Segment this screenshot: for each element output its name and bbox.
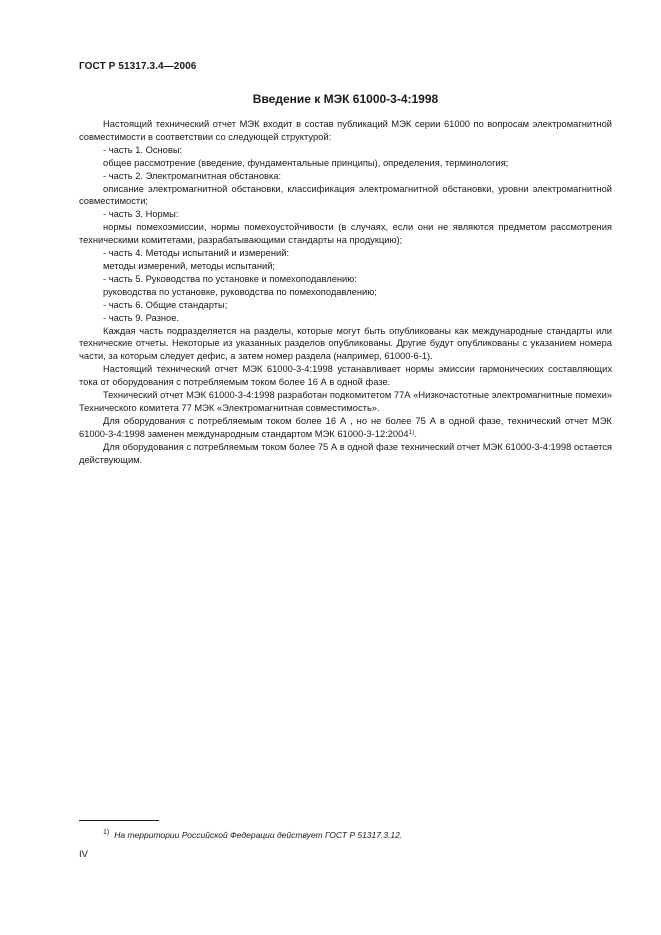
footnote-separator — [79, 820, 159, 821]
paragraph-text: - часть 2. Электромагнитная обстановка: — [103, 170, 282, 181]
body-text — [79, 118, 612, 466]
paragraph-text: методы измерений, методы испытаний; — [103, 260, 276, 271]
paragraph — [79, 221, 612, 247]
paragraph — [79, 157, 612, 170]
paragraph — [79, 170, 612, 183]
paragraph — [79, 441, 612, 467]
page-number: IV — [79, 849, 88, 860]
footnote-text: На территории Российской Федерации действует ГОСТ Р 51317.3.12. — [114, 829, 403, 840]
paragraph — [79, 299, 612, 312]
paragraph — [79, 118, 612, 144]
paragraph-text: - часть 1. Основы: — [103, 144, 183, 155]
section-title: Введение к МЭК 61000-3-4:1998 — [252, 92, 439, 106]
paragraph-text: нормы помехоэмиссии, нормы помехоустойчивости (в случаях, если они не являются предметом рассмотрения техническими комитетами, разрабатывающими стандарты на продукцию); — [79, 222, 612, 246]
paragraph — [79, 247, 612, 260]
paragraph — [79, 286, 612, 299]
paragraph-text: - часть 9. Разное. — [103, 312, 180, 323]
paragraph-text: - часть 3. Нормы: — [103, 209, 179, 220]
paragraph-text: общее рассмотрение (введение, фундаментальные принципы), определения, терминология; — [103, 157, 509, 168]
paragraph-text: Каждая часть подразделяется на разделы, которые могут быть опубликованы как международные стандарты или технические отчеты. Некоторые из указанных разделов опубликованы. Другие будут опубликованы с указанием номера части, за которым следует дефис, а затем номер раздела (например, 61000-6-1). — [79, 325, 612, 362]
footnote — [103, 829, 402, 840]
paragraph — [79, 260, 612, 273]
footnote-reference: 1) — [408, 428, 415, 436]
paragraph — [79, 389, 612, 415]
paragraph-text: Для оборудования с потребляемым током более 16 А , но не более 75 А в одной фазе, технический отчет МЭК 61000-3-4:1998 заменен международным стандартом МЭК 61000-3-12:2004 — [79, 415, 612, 439]
paragraph — [79, 273, 612, 286]
paragraph-text: описание электромагнитной обстановки, классификация электромагнитной обстановки, уровни электромагнитной совместимости; — [79, 183, 612, 207]
paragraph-text: Настоящий технический отчет МЭК входит в состав публикаций МЭК серии 61000 по вопросам электромагнитной совместимости в соответствии со следующей структурой: — [79, 119, 612, 142]
paragraph-text: Настоящий технический отчет МЭК 61000-3-4:1998 устанавливает нормы эмиссии гармонических составляющих тока от оборудования с потребляемым током более 16 А в одной фазе. — [79, 364, 612, 388]
paragraph — [79, 415, 612, 441]
paragraph-text: - часть 6. Общие стандарты; — [103, 299, 228, 310]
paragraph-text: Технический отчет МЭК 61000-3-4:1998 разработан подкомитетом 77А «Низкочастотные электромагнитные помехи» Технического комитета 77 МЭК «Электромагнитная совместимость». — [79, 390, 612, 413]
paragraph — [79, 208, 612, 221]
paragraph — [79, 183, 612, 209]
paragraph — [79, 312, 612, 325]
paragraph — [79, 144, 612, 157]
paragraph-text: Для оборудования с потребляемым током более 75 А в одной фазе технический отчет МЭК 61000-3-4:1998 остается действующим. — [79, 441, 612, 465]
footnote-mark: 1) — [103, 829, 110, 836]
paragraph-text: - часть 5. Руководства по установке и помехоподавлению: — [103, 273, 357, 284]
paragraph-text: руководства по установке, руководства по помехоподавлению; — [103, 286, 377, 297]
document-code-header: ГОСТ Р 51317.3.4—2006 — [79, 61, 197, 72]
paragraph — [79, 325, 612, 364]
paragraph-text: - часть 4. Методы испытаний и измерений: — [103, 248, 290, 259]
sentence-end: . — [414, 428, 417, 439]
paragraph — [79, 363, 612, 389]
